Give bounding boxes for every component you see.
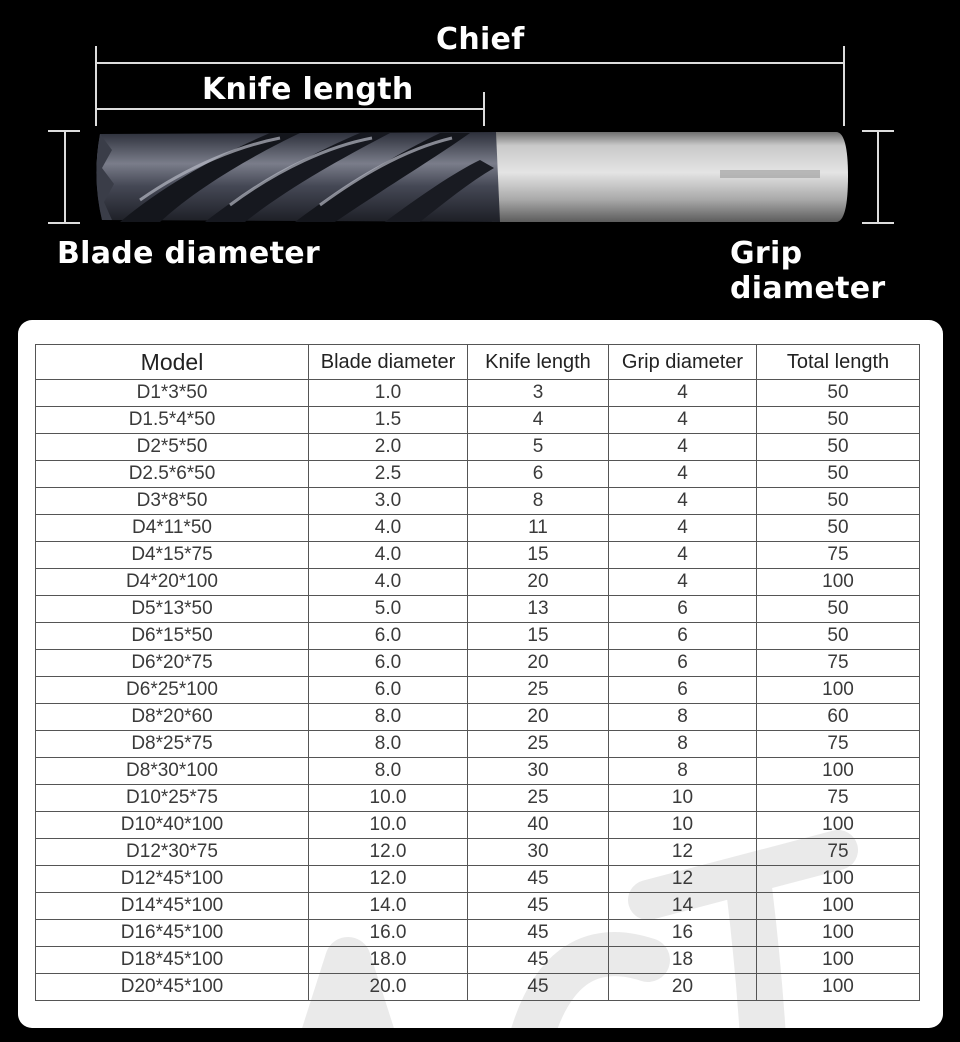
cell-grip-diameter: 6 bbox=[609, 677, 757, 704]
cell-blade-diameter: 18.0 bbox=[309, 947, 468, 974]
cell-grip-diameter: 4 bbox=[609, 542, 757, 569]
cell-blade-diameter: 1.0 bbox=[309, 380, 468, 407]
cell-model: D6*25*100 bbox=[36, 677, 309, 704]
table-row bbox=[36, 461, 920, 488]
specification-table bbox=[35, 344, 920, 1001]
cell-blade-diameter: 16.0 bbox=[309, 920, 468, 947]
cell-total-length: 100 bbox=[757, 569, 920, 596]
cell-model: D2.5*6*50 bbox=[36, 461, 309, 488]
cell-grip-diameter: 18 bbox=[609, 947, 757, 974]
cell-total-length: 50 bbox=[757, 461, 920, 488]
cell-grip-diameter: 4 bbox=[609, 380, 757, 407]
cell-grip-diameter: 12 bbox=[609, 839, 757, 866]
cell-blade-diameter: 14.0 bbox=[309, 893, 468, 920]
table-row bbox=[36, 704, 920, 731]
cell-knife-length: 25 bbox=[468, 677, 609, 704]
cell-model: D4*20*100 bbox=[36, 569, 309, 596]
column-header-model: Model bbox=[36, 345, 309, 380]
cell-knife-length: 30 bbox=[468, 839, 609, 866]
cell-total-length: 75 bbox=[757, 542, 920, 569]
cell-model: D14*45*100 bbox=[36, 893, 309, 920]
cell-blade-diameter: 8.0 bbox=[309, 704, 468, 731]
table-row bbox=[36, 488, 920, 515]
cell-model: D2*5*50 bbox=[36, 434, 309, 461]
cell-knife-length: 6 bbox=[468, 461, 609, 488]
cell-knife-length: 45 bbox=[468, 974, 609, 1001]
table-row bbox=[36, 434, 920, 461]
cell-knife-length: 13 bbox=[468, 596, 609, 623]
cell-blade-diameter: 3.0 bbox=[309, 488, 468, 515]
cell-blade-diameter: 4.0 bbox=[309, 569, 468, 596]
cell-model: D10*25*75 bbox=[36, 785, 309, 812]
blade-diameter-label: Blade diameter bbox=[57, 236, 320, 271]
cell-blade-diameter: 8.0 bbox=[309, 758, 468, 785]
cell-total-length: 50 bbox=[757, 488, 920, 515]
cell-total-length: 50 bbox=[757, 407, 920, 434]
cell-knife-length: 4 bbox=[468, 407, 609, 434]
cell-blade-diameter: 10.0 bbox=[309, 785, 468, 812]
cell-total-length: 100 bbox=[757, 866, 920, 893]
cell-total-length: 100 bbox=[757, 947, 920, 974]
cell-model: D16*45*100 bbox=[36, 920, 309, 947]
cell-knife-length: 15 bbox=[468, 623, 609, 650]
end-mill-image bbox=[0, 0, 960, 320]
cell-model: D6*20*75 bbox=[36, 650, 309, 677]
cell-blade-diameter: 12.0 bbox=[309, 866, 468, 893]
table-row bbox=[36, 866, 920, 893]
column-header-blade-diameter: Blade diameter bbox=[309, 345, 468, 380]
cell-knife-length: 30 bbox=[468, 758, 609, 785]
table-row bbox=[36, 893, 920, 920]
cell-grip-diameter: 4 bbox=[609, 407, 757, 434]
table-row bbox=[36, 677, 920, 704]
cell-grip-diameter: 4 bbox=[609, 461, 757, 488]
cell-total-length: 50 bbox=[757, 596, 920, 623]
cell-knife-length: 25 bbox=[468, 785, 609, 812]
cell-total-length: 100 bbox=[757, 758, 920, 785]
dimension-diagram bbox=[0, 0, 960, 320]
cell-knife-length: 45 bbox=[468, 920, 609, 947]
cell-knife-length: 25 bbox=[468, 731, 609, 758]
table-row bbox=[36, 542, 920, 569]
cell-knife-length: 20 bbox=[468, 650, 609, 677]
cell-knife-length: 45 bbox=[468, 893, 609, 920]
cell-blade-diameter: 5.0 bbox=[309, 596, 468, 623]
cell-model: D1*3*50 bbox=[36, 380, 309, 407]
cell-model: D1.5*4*50 bbox=[36, 407, 309, 434]
column-header-total-length: Total length bbox=[757, 345, 920, 380]
cell-knife-length: 11 bbox=[468, 515, 609, 542]
table-body bbox=[36, 380, 920, 1001]
table-row bbox=[36, 596, 920, 623]
cell-model: D12*30*75 bbox=[36, 839, 309, 866]
chief-label: Chief bbox=[436, 22, 525, 57]
cell-blade-diameter: 12.0 bbox=[309, 839, 468, 866]
table-row bbox=[36, 380, 920, 407]
cell-total-length: 100 bbox=[757, 920, 920, 947]
cell-model: D4*15*75 bbox=[36, 542, 309, 569]
cell-grip-diameter: 8 bbox=[609, 704, 757, 731]
cell-grip-diameter: 8 bbox=[609, 731, 757, 758]
cell-total-length: 50 bbox=[757, 434, 920, 461]
cell-knife-length: 45 bbox=[468, 866, 609, 893]
cell-knife-length: 5 bbox=[468, 434, 609, 461]
cell-knife-length: 45 bbox=[468, 947, 609, 974]
cell-grip-diameter: 4 bbox=[609, 434, 757, 461]
cell-total-length: 50 bbox=[757, 515, 920, 542]
column-header-grip-diameter: Grip diameter bbox=[609, 345, 757, 380]
cell-grip-diameter: 16 bbox=[609, 920, 757, 947]
cell-model: D4*11*50 bbox=[36, 515, 309, 542]
cell-knife-length: 20 bbox=[468, 569, 609, 596]
cell-model: D8*25*75 bbox=[36, 731, 309, 758]
table-row bbox=[36, 650, 920, 677]
table-row bbox=[36, 407, 920, 434]
column-header-knife-length: Knife length bbox=[468, 345, 609, 380]
table-row bbox=[36, 812, 920, 839]
cell-model: D8*30*100 bbox=[36, 758, 309, 785]
grip-diameter-label: Grip diameter bbox=[730, 236, 886, 306]
cell-grip-diameter: 6 bbox=[609, 623, 757, 650]
cell-grip-diameter: 4 bbox=[609, 488, 757, 515]
cell-total-length: 75 bbox=[757, 650, 920, 677]
cell-model: D20*45*100 bbox=[36, 974, 309, 1001]
cell-blade-diameter: 4.0 bbox=[309, 542, 468, 569]
cell-blade-diameter: 8.0 bbox=[309, 731, 468, 758]
cell-blade-diameter: 6.0 bbox=[309, 677, 468, 704]
cell-total-length: 100 bbox=[757, 974, 920, 1001]
cell-knife-length: 20 bbox=[468, 704, 609, 731]
cell-total-length: 50 bbox=[757, 623, 920, 650]
knife-length-label: Knife length bbox=[202, 72, 414, 107]
cell-grip-diameter: 12 bbox=[609, 866, 757, 893]
cell-grip-diameter: 4 bbox=[609, 569, 757, 596]
cell-total-length: 100 bbox=[757, 893, 920, 920]
cell-grip-diameter: 4 bbox=[609, 515, 757, 542]
cell-blade-diameter: 6.0 bbox=[309, 650, 468, 677]
spec-card bbox=[18, 320, 943, 1028]
cell-total-length: 60 bbox=[757, 704, 920, 731]
cell-total-length: 75 bbox=[757, 731, 920, 758]
cell-knife-length: 40 bbox=[468, 812, 609, 839]
cell-blade-diameter: 1.5 bbox=[309, 407, 468, 434]
table-row bbox=[36, 731, 920, 758]
cell-blade-diameter: 6.0 bbox=[309, 623, 468, 650]
cell-total-length: 50 bbox=[757, 380, 920, 407]
cell-grip-diameter: 6 bbox=[609, 650, 757, 677]
cell-blade-diameter: 20.0 bbox=[309, 974, 468, 1001]
table-row bbox=[36, 758, 920, 785]
cell-knife-length: 3 bbox=[468, 380, 609, 407]
cell-model: D18*45*100 bbox=[36, 947, 309, 974]
cell-blade-diameter: 2.5 bbox=[309, 461, 468, 488]
cell-blade-diameter: 4.0 bbox=[309, 515, 468, 542]
cell-grip-diameter: 8 bbox=[609, 758, 757, 785]
table-row bbox=[36, 947, 920, 974]
cell-model: D3*8*50 bbox=[36, 488, 309, 515]
cell-grip-diameter: 10 bbox=[609, 812, 757, 839]
cell-model: D12*45*100 bbox=[36, 866, 309, 893]
cell-total-length: 75 bbox=[757, 785, 920, 812]
cell-model: D10*40*100 bbox=[36, 812, 309, 839]
table-row bbox=[36, 974, 920, 1001]
table-row bbox=[36, 515, 920, 542]
cell-knife-length: 8 bbox=[468, 488, 609, 515]
cell-grip-diameter: 10 bbox=[609, 785, 757, 812]
cell-total-length: 100 bbox=[757, 677, 920, 704]
cell-blade-diameter: 2.0 bbox=[309, 434, 468, 461]
cell-total-length: 75 bbox=[757, 839, 920, 866]
cell-model: D6*15*50 bbox=[36, 623, 309, 650]
table-row bbox=[36, 920, 920, 947]
cell-total-length: 100 bbox=[757, 812, 920, 839]
cell-grip-diameter: 14 bbox=[609, 893, 757, 920]
table-row bbox=[36, 839, 920, 866]
cell-model: D8*20*60 bbox=[36, 704, 309, 731]
table-row bbox=[36, 569, 920, 596]
cell-model: D5*13*50 bbox=[36, 596, 309, 623]
cell-grip-diameter: 20 bbox=[609, 974, 757, 1001]
cell-grip-diameter: 6 bbox=[609, 596, 757, 623]
cell-knife-length: 15 bbox=[468, 542, 609, 569]
cell-blade-diameter: 10.0 bbox=[309, 812, 468, 839]
table-row bbox=[36, 623, 920, 650]
table-row bbox=[36, 785, 920, 812]
table-header-row bbox=[36, 345, 920, 380]
